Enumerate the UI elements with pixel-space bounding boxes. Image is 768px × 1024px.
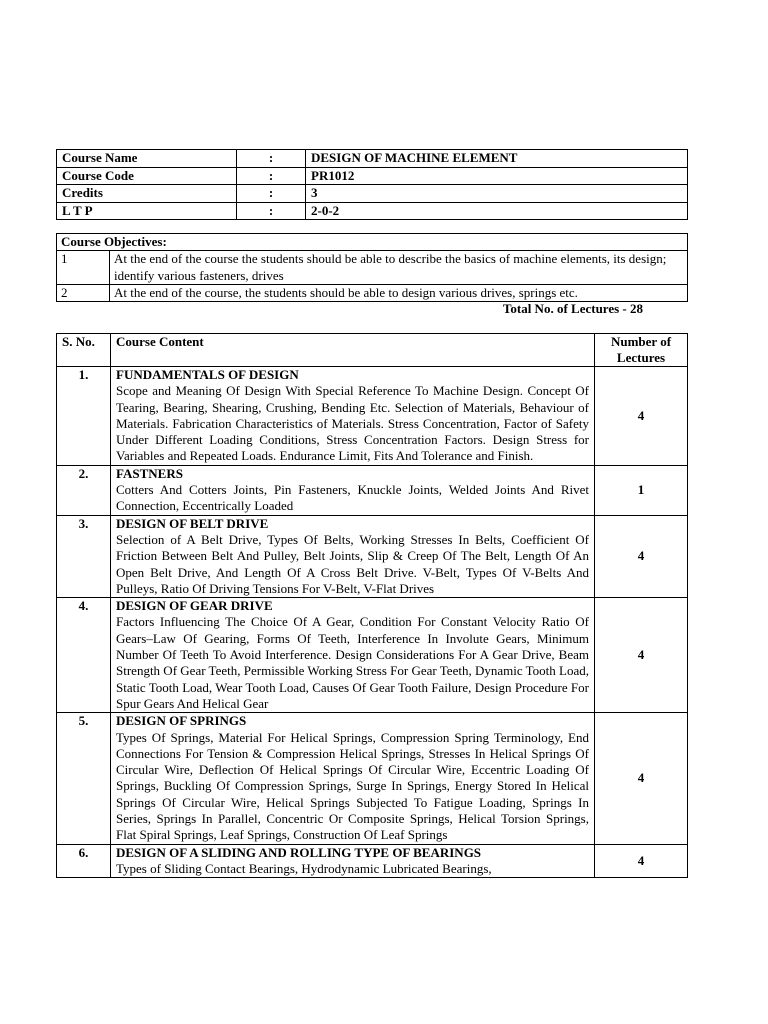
- info-row-credits: [57, 185, 688, 203]
- row-sno: 4.: [57, 598, 111, 713]
- info-separator: :: [237, 185, 306, 203]
- objectives-heading-row: [57, 234, 688, 251]
- row-sno: 1.: [57, 367, 111, 466]
- objective-number: 1: [57, 251, 110, 285]
- content-row: [57, 713, 688, 844]
- info-separator: :: [237, 202, 306, 220]
- row-content: [111, 465, 595, 515]
- course-info-table: [56, 149, 688, 220]
- info-label: Credits: [57, 185, 237, 203]
- content-row: [57, 367, 688, 466]
- row-text: Scope and Meaning Of Design With Special Reference To Machine Design. Concept Of Tearing, Bearing, Shearing, Crushing, Bending Etc. Selection of Materials, Behaviour of Materials. Fabrication Characteristics of Materials. Stress Concentration, Factor of Safety Under Different Loading Conditions, Stress Concentration Factors. Design Stress for Variables and Repeated Loads. Endurance Limit, Fits And Tolerance and Finish.: [116, 383, 589, 464]
- info-value: DESIGN OF MACHINE ELEMENT: [306, 150, 688, 168]
- total-lectures: Total No. of Lectures - 28: [502, 301, 643, 316]
- row-text: Factors Influencing The Choice Of A Gear, Condition For Constant Velocity Ratio Of Gears–Law Of Gearing, Forms Of Teeth, Interference In Involute Gears, Minimum Number Of Teeth To Avoid Interference. Design Considerations For A Gear Drive, Beam Strength Of Gear Teeth, Permissible Working Stress For Gear Teeth, Dynamic Tooth Load, Static Tooth Load, Wear Tooth Load, Causes Of Gear Tooth Failure, Design Procedure For Spur Gears And Helical Gear: [116, 614, 589, 711]
- info-row-ltp: [57, 202, 688, 220]
- objectives-heading: Course Objectives:: [57, 234, 688, 251]
- info-separator: :: [237, 167, 306, 185]
- row-title: DESIGN OF GEAR DRIVE: [116, 598, 273, 614]
- info-label: L T P: [57, 202, 237, 220]
- objective-text: At the end of the course, the students should be able to design various drives, springs etc.: [110, 284, 688, 301]
- row-content: [111, 598, 595, 713]
- row-sno: 2.: [57, 465, 111, 515]
- info-value: PR1012: [306, 167, 688, 185]
- row-content: [111, 367, 595, 466]
- content-row: [57, 515, 688, 597]
- row-text: Selection of A Belt Drive, Types Of Belts, Working Stresses In Belts, Coefficient Of Friction Between Belt And Pulley, Belt Joints, Slip & Creep Of The Belt, Length Of An Open Belt Drive, And Length Of A Cross Belt Drive. V-Belt, Types Of V-Belts And Pulleys, Ratio Of Driving Tensions For V-Belt, V-Flat Drives: [116, 531, 589, 596]
- objective-text: At the end of the course the students should be able to describe the basics of machine elements, its design; identify various fasteners, drives: [110, 251, 688, 285]
- row-title: DESIGN OF SPRINGS: [116, 713, 247, 729]
- objective-row: [57, 251, 688, 285]
- row-text: Types of Sliding Contact Bearings, Hydrodynamic Lubricated Bearings,: [116, 860, 492, 876]
- row-lectures: 4: [595, 367, 688, 466]
- info-row-course-code: [57, 167, 688, 185]
- row-title: DESIGN OF BELT DRIVE: [116, 515, 269, 531]
- row-content: [111, 713, 595, 844]
- info-value: 3: [306, 185, 688, 203]
- row-sno: 6.: [57, 844, 111, 878]
- objectives-table: [56, 233, 688, 302]
- row-title: FUNDAMENTALS OF DESIGN: [116, 367, 299, 382]
- row-lectures: 4: [595, 713, 688, 844]
- header-content: Course Content: [111, 334, 595, 367]
- row-lectures: 4: [595, 844, 688, 878]
- content-row: [57, 598, 688, 713]
- header-sno: S. No.: [57, 334, 111, 367]
- course-content-table: [56, 333, 688, 878]
- info-label: Course Code: [57, 167, 237, 185]
- info-separator: :: [237, 150, 306, 168]
- header-lectures: Number of Lectures: [595, 334, 688, 367]
- row-title: FASTNERS: [116, 465, 183, 481]
- info-value: 2-0-2: [306, 202, 688, 220]
- row-content: [111, 515, 595, 597]
- row-sno: 5.: [57, 713, 111, 844]
- info-row-course-name: [57, 150, 688, 168]
- row-title: DESIGN OF A SLIDING AND ROLLING TYPE OF BEARINGS: [116, 844, 482, 860]
- info-label: Course Name: [57, 150, 237, 168]
- objective-row: [57, 284, 688, 301]
- row-text: Types Of Springs, Material For Helical Springs, Compression Spring Terminology, End Connections For Tension & Compression Helical Springs, Stresses In Helical Springs Of Circular Wire, Deflection Of Helical Springs Of Circular Wire, Eccentric Loading Of Springs, Buckling Of Compression Springs, Surge In Springs, Energy Stored In Helical Springs Of Circular Wire, Helical Springs Subjected To Fatigue Loading, Springs In Series, Springs In Parallel, Concentric Or Composite Springs, Helical Torsion Springs, Flat Spiral Springs, Leaf Springs, Construction Of Leaf Springs: [116, 729, 589, 843]
- row-lectures: 4: [595, 515, 688, 597]
- objective-number: 2: [57, 284, 110, 301]
- content-row: [57, 465, 688, 515]
- content-row: [57, 844, 688, 878]
- row-text: Cotters And Cotters Joints, Pin Fasteners, Knuckle Joints, Welded Joints And Rivet Connection, Eccentrically Loaded: [116, 482, 589, 514]
- row-content: [111, 844, 595, 878]
- row-lectures: 4: [595, 598, 688, 713]
- content-header-row: [57, 334, 688, 367]
- row-lectures: 1: [595, 465, 688, 515]
- row-sno: 3.: [57, 515, 111, 597]
